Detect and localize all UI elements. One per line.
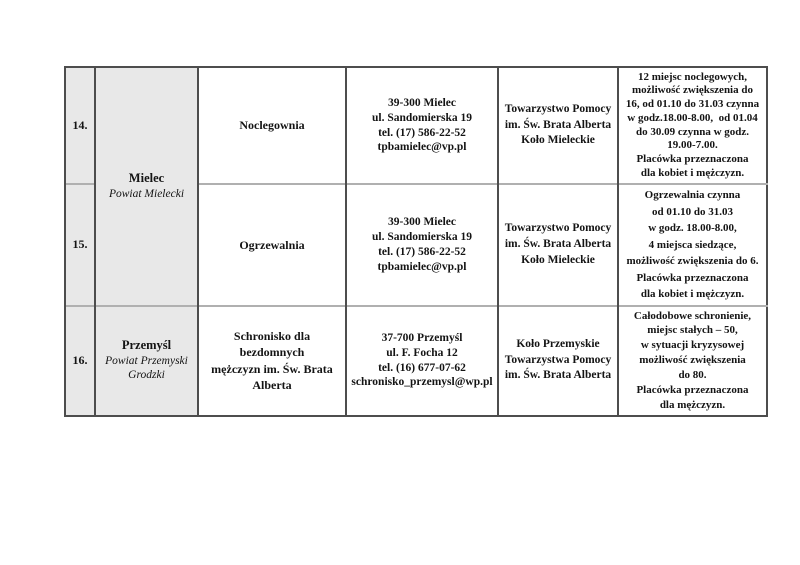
facility-details: Całodobowe schronienie, miejsc stałych – 50, w sytuacji kryzysowej możliwość zwiększenia do 80. Placówka przeznaczona dla mężczyzn. (618, 306, 767, 416)
organization-name: Koło Przemyskie Towarzystwa Pomocy im. Św. Brata Alberta (498, 306, 618, 416)
organization-name: Towarzystwo Pomocy im. Św. Brata Alberta Koło Mieleckie (498, 67, 618, 184)
row-number: 14. (65, 67, 95, 184)
area-cell-przemysl (95, 306, 198, 416)
area-cell-mielec (95, 67, 198, 306)
facility-address: 39-300 Mielec ul. Sandomierska 19 tel. (17) 586-22-52 tpbamielec@vp.pl (346, 67, 498, 184)
facilities-table (64, 66, 768, 417)
area-name: Przemyśl (121, 338, 172, 353)
table-row-14 (65, 67, 767, 184)
area-powiat: Powiat Przemyski Grodzki (105, 354, 188, 382)
facility-details: Ogrzewalnia czynna od 01.10 do 31.03 w godz. 18.00-8.00, 4 miejsca siedzące, możliwość zwiększenia do 6. Placówka przeznaczona dla kobiet i mężczyzn. (618, 184, 767, 306)
facility-type: Schronisko dla bezdomnych mężczyzn im. Św. Brata Alberta (198, 306, 346, 416)
row-number: 16. (65, 306, 95, 416)
facility-type: Noclegownia (198, 67, 346, 184)
facility-type: Ogrzewalnia (198, 184, 346, 306)
table-row-16 (65, 306, 767, 416)
area-name: Mielec (128, 171, 165, 186)
facility-details: 12 miejsc noclegowych, możliwość zwiększenia do 16, od 01.10 do 31.03 czynna w godz.18.00-8.00, od 01.04 do 30.09 czynna w godz. 19.00-7.00. Placówka przeznaczona dla kobiet i mężczyzn. (618, 67, 767, 184)
row-number: 15. (65, 184, 95, 306)
facility-address: 37-700 Przemyśl ul. F. Focha 12 tel. (16) 677-07-62 schronisko_przemysl@wp.pl (346, 306, 498, 416)
facility-address: 39-300 Mielec ul. Sandomierska 19 tel. (17) 586-22-52 tpbamielec@vp.pl (346, 184, 498, 306)
organization-name: Towarzystwo Pomocy im. Św. Brata Alberta Koło Mieleckie (498, 184, 618, 306)
area-powiat: Powiat Mielecki (108, 187, 185, 200)
